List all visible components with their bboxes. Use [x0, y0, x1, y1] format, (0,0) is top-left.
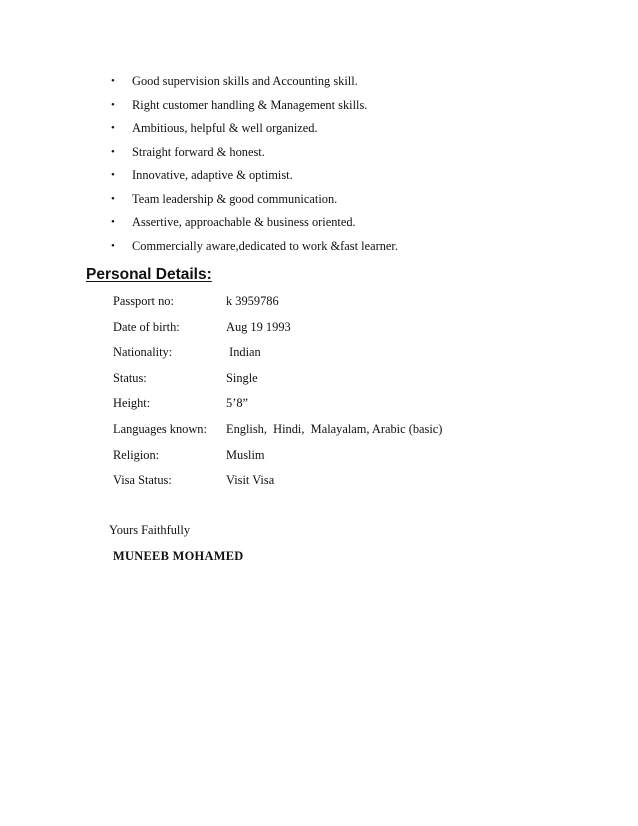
skills-list — [111, 73, 398, 261]
skill-text: Innovative, adaptive & optimist. — [132, 168, 293, 182]
detail-value: Muslim — [226, 447, 265, 462]
detail-label: Date of birth: — [113, 319, 180, 334]
detail-label: Religion: — [113, 447, 160, 462]
skill-text: Assertive, approachable & business oriented. — [132, 215, 356, 229]
bullet-icon: • — [111, 169, 115, 181]
detail-label: Nationality: — [113, 345, 173, 360]
bullet-icon: • — [111, 122, 115, 134]
skill-item — [111, 144, 398, 168]
closing-salutation: Yours Faithfully — [109, 523, 191, 537]
skill-item — [111, 167, 398, 191]
detail-value: Indian — [226, 345, 261, 360]
skill-text: Good supervision skills and Accounting skill. — [132, 74, 358, 88]
bullet-icon: • — [111, 192, 115, 205]
skill-text: Commercially aware,dedicated to work &fast learner. — [132, 238, 398, 253]
detail-label: Visa Status: — [113, 473, 172, 488]
skill-item — [111, 73, 398, 97]
skill-item — [111, 238, 398, 262]
detail-value: 5’8” — [226, 396, 249, 411]
detail-value: Single — [226, 370, 258, 385]
skill-text: Ambitious, helpful & well organized. — [132, 121, 318, 135]
section-title-personal-details: Personal Details: — [86, 266, 212, 283]
skill-text: Team leadership & good communication. — [132, 191, 338, 206]
detail-label: Languages known: — [113, 421, 207, 436]
signature-name: MUNEEB MOHAMED — [113, 549, 244, 563]
bullet-icon: • — [111, 216, 115, 228]
skill-item — [111, 214, 398, 238]
bullet-icon: • — [111, 75, 115, 87]
detail-label: Height: — [113, 396, 151, 411]
bullet-icon: • — [111, 98, 115, 111]
detail-label: Passport no: — [113, 294, 174, 308]
detail-label: Status: — [113, 370, 147, 385]
skill-item — [111, 97, 398, 121]
detail-value: k 3959786 — [226, 294, 279, 308]
bullet-icon: • — [111, 145, 115, 158]
skill-item — [111, 191, 398, 215]
detail-value: Aug 19 1993 — [226, 319, 291, 334]
skill-text: Straight forward & honest. — [132, 144, 265, 159]
detail-value: Visit Visa — [226, 473, 275, 488]
bullet-icon: • — [111, 239, 115, 252]
skill-text: Right customer handling & Management skills. — [132, 97, 368, 112]
skill-item — [111, 120, 398, 144]
detail-value: English, Hindi, Malayalam, Arabic (basic) — [226, 421, 443, 436]
